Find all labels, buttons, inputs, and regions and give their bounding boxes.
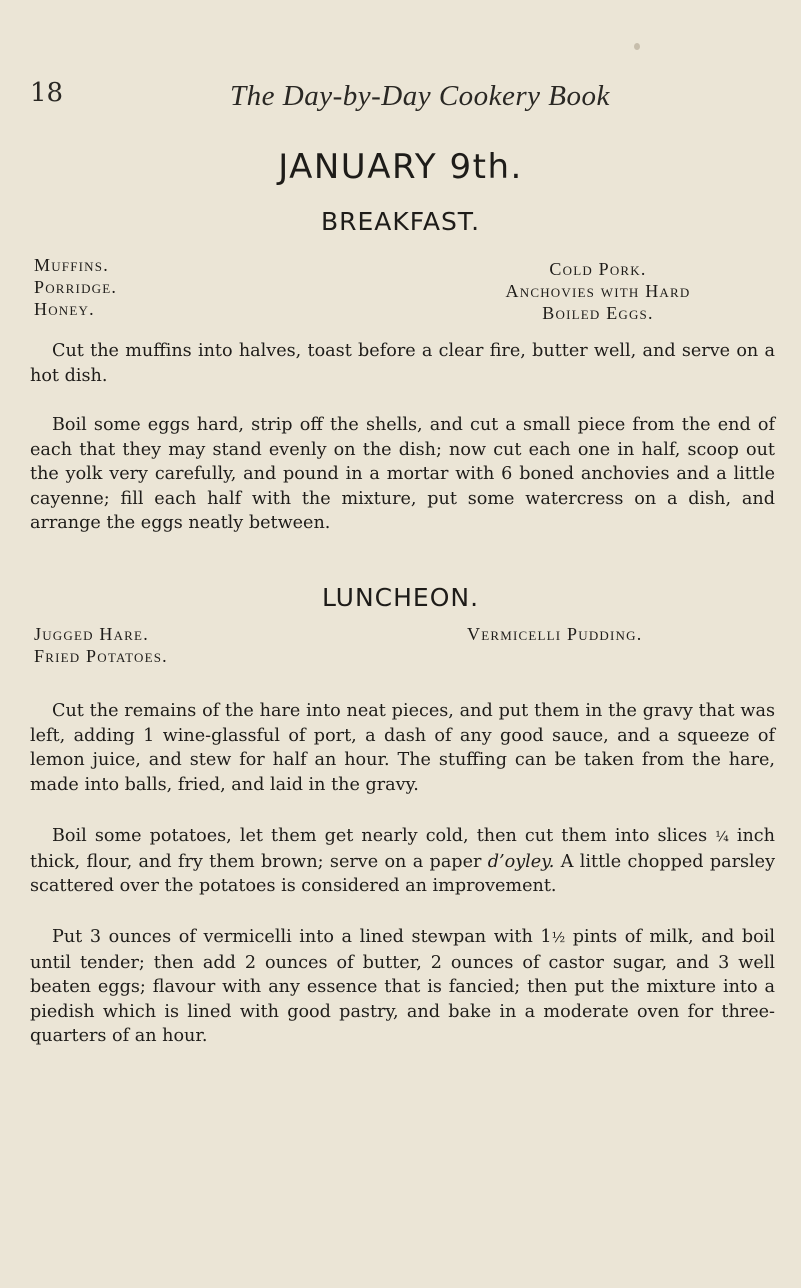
text-run: Boil some potatoes, let them get nearly cold, then cut them into slices	[52, 826, 708, 846]
menu-item: Vermicelli Pudding.	[467, 624, 643, 644]
breakfast-paragraph-2: Boil some eggs hard, strip off the shells, and cut a small piece from the end of each that they may stand evenly on the dish; now cut each one in half, scoop out the yolk very carefully, and pound in a mortar with 6 boned anchovies and a little cayenne; fill each half with the mixture, put some watercress on a dish, and arrange the eggs neatly between.	[30, 415, 775, 533]
menu-item: Fried Potatoes.	[34, 646, 168, 666]
breakfast-heading: BREAKFAST.	[320, 207, 481, 236]
fraction: ¼	[715, 829, 729, 845]
fraction: ½	[551, 930, 566, 946]
text-run: A little chopped parsley scattered over the potatoes is considered an improvement.	[30, 851, 776, 896]
luncheon-paragraph-1: Cut the remains of the hare into neat pieces, and put them in the gravy that was left, adding 1 wine-glassful of port, a dash of any good sauce, and a squeeze of lemon juice, and stew for half an hour. The stuffing can be taken from the hare, made into balls, fried, and laid in the gravy.	[30, 701, 775, 795]
menu-item: Muffins.	[34, 255, 109, 275]
text-run: pints of milk, and boil until tender; then add 2 ounces of butter, 2 ounces of castor sugar, and 3 well beaten eggs; flavour with any essence that is fancied; then put the mixture into a piedish which is lined with good pastry, and bake in a moderate oven for three-quarters of an hour.	[30, 927, 775, 1046]
breakfast-menu-right	[448, 258, 748, 324]
luncheon-menu-right	[467, 623, 642, 645]
text-run: Put 3 ounces of vermicelli into a lined stewpan with 1	[52, 927, 552, 947]
day-title: JANUARY 9th.	[278, 147, 523, 187]
menu-item: Porridge.	[34, 277, 118, 297]
italic-word: d’oyley.	[487, 851, 555, 872]
luncheon-paragraph-2	[30, 824, 775, 899]
luncheon-heading: LUNCHEON.	[321, 583, 480, 612]
menu-item: Honey.	[34, 299, 95, 319]
luncheon-menu-left	[34, 623, 168, 667]
menu-item: Jugged Hare.	[34, 624, 149, 644]
menu-item: Boiled Eggs.	[542, 303, 654, 323]
menu-item: Cold Pork.	[549, 259, 647, 279]
text-run: inch thick, flour, and fry them brown; serve on a paper	[30, 826, 775, 872]
breakfast-menu-left	[34, 254, 117, 320]
paper-speck	[634, 43, 640, 50]
menu-item: Anchovies with Hard	[505, 281, 691, 301]
breakfast-paragraph-1: Cut the muffins into halves, toast before a clear fire, butter well, and serve on a hot dish.	[30, 341, 775, 386]
page-number: 18	[30, 78, 64, 108]
luncheon-paragraph-3	[30, 925, 775, 1049]
running-title: The Day-by-Day Cookery Book	[230, 80, 610, 112]
